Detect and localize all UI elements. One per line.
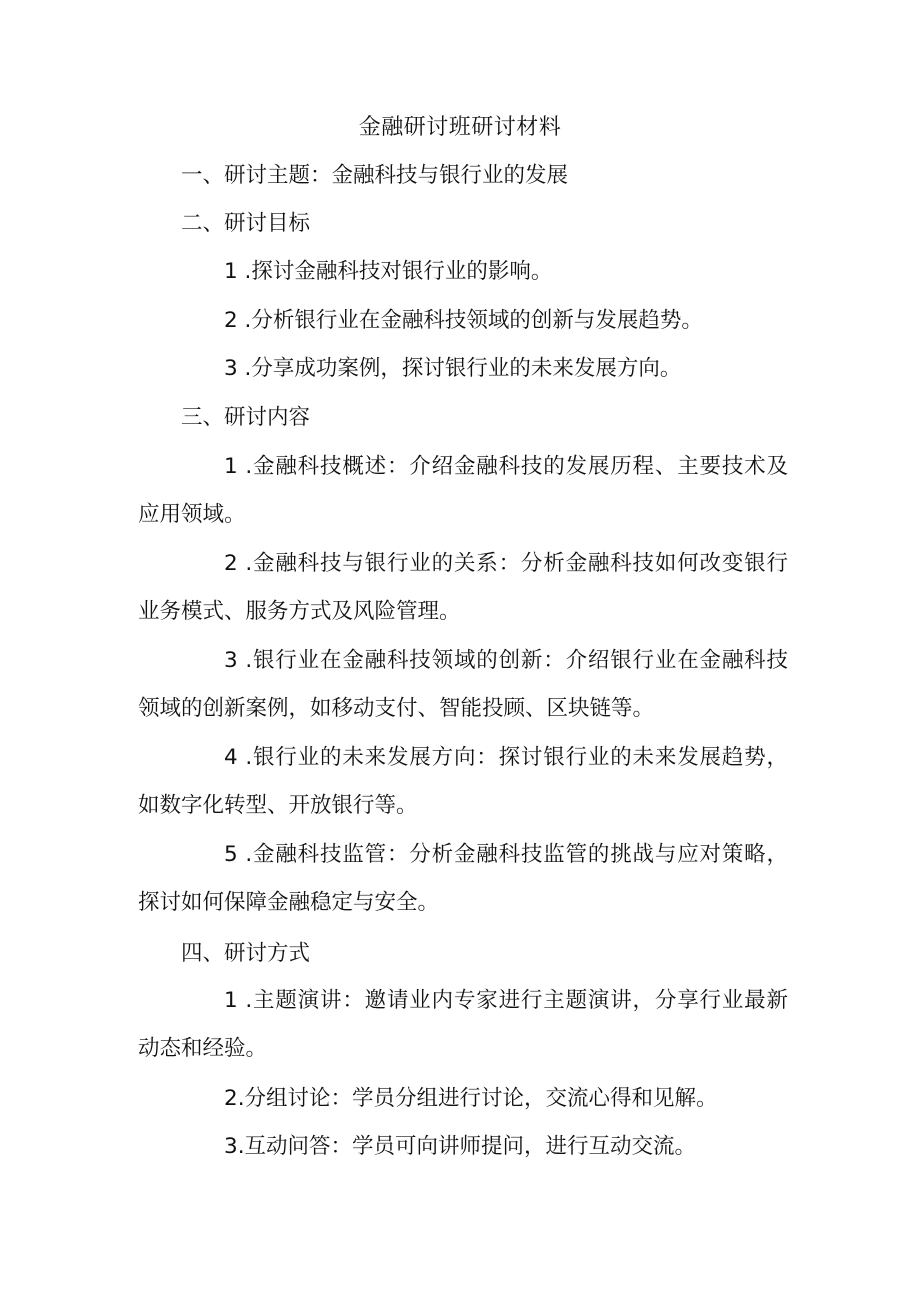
section-heading-topic — [138, 152, 788, 200]
paragraph-text: .探讨金融科技对银行业的影响。 — [244, 259, 553, 284]
item-number: 2 — [224, 551, 238, 576]
paragraph-text: .金融科技监管：分析金融科技监管的挑战与应对策略，探讨如何保障金融稳定与安全。 — [138, 842, 788, 915]
paragraph-text: .银行业的未来发展方向：探讨银行业的未来发展趋势，如数字化转型、开放银行等。 — [138, 745, 788, 818]
paragraph-text: .分组讨论：学员分组进行讨论，交流心得和见解。 — [237, 1086, 718, 1111]
item-number: 4 — [224, 745, 238, 770]
method-item-3 — [138, 1123, 788, 1171]
section-heading-goals — [138, 200, 788, 248]
item-number: 3 — [224, 1134, 238, 1159]
document-title: 金融研讨班研讨材料 — [358, 115, 562, 140]
paragraph-text: 二、研讨目标 — [181, 211, 311, 236]
section-heading-method — [138, 930, 788, 978]
item-number: 2 — [224, 1086, 238, 1111]
item-number: 3 — [224, 356, 238, 381]
content-item-1 — [138, 443, 788, 539]
paragraph-text: 三、研讨内容 — [181, 405, 311, 430]
method-item-1 — [138, 977, 788, 1073]
paragraph-text: .银行业在金融科技领域的创新：介绍银行业在金融科技领域的创新案例，如移动支付、智能投顾、区块链等。 — [138, 648, 788, 721]
content-item-5 — [138, 831, 788, 927]
item-number: 1 — [224, 988, 238, 1013]
item-number: 5 — [224, 842, 238, 867]
paragraph-text: .分享成功案例，探讨银行业的未来发展方向。 — [244, 356, 682, 381]
item-number: 1 — [224, 259, 238, 284]
goal-item-3 — [138, 345, 788, 393]
paragraph-text: .互动问答：学员可向讲师提问，进行互动交流。 — [237, 1134, 697, 1159]
paragraph-text: .金融科技与银行业的关系：分析金融科技如何改变银行业务模式、服务方式及风险管理。 — [138, 551, 788, 624]
item-number: 2 — [224, 308, 238, 333]
paragraph-text: .主题演讲：邀请业内专家进行主题演讲，分享行业最新动态和经验。 — [138, 988, 788, 1061]
paragraph-text: .分析银行业在金融科技领域的创新与发展趋势。 — [244, 308, 703, 333]
section-heading-content — [138, 394, 788, 442]
goal-item-2 — [138, 297, 788, 345]
content-item-3 — [138, 637, 788, 733]
paragraph-text: 四、研讨方式 — [181, 941, 311, 966]
item-number: 1 — [224, 454, 238, 479]
method-item-2 — [138, 1075, 788, 1123]
paragraph-text: .金融科技概述：介绍金融科技的发展历程、主要技术及应用领域。 — [138, 454, 788, 527]
item-number: 3 — [224, 648, 238, 673]
paragraph-text: 一、研讨主题：金融科技与银行业的发展 — [181, 163, 569, 188]
goal-item-1 — [138, 248, 788, 296]
content-item-4 — [138, 734, 788, 830]
content-item-2 — [138, 540, 788, 636]
